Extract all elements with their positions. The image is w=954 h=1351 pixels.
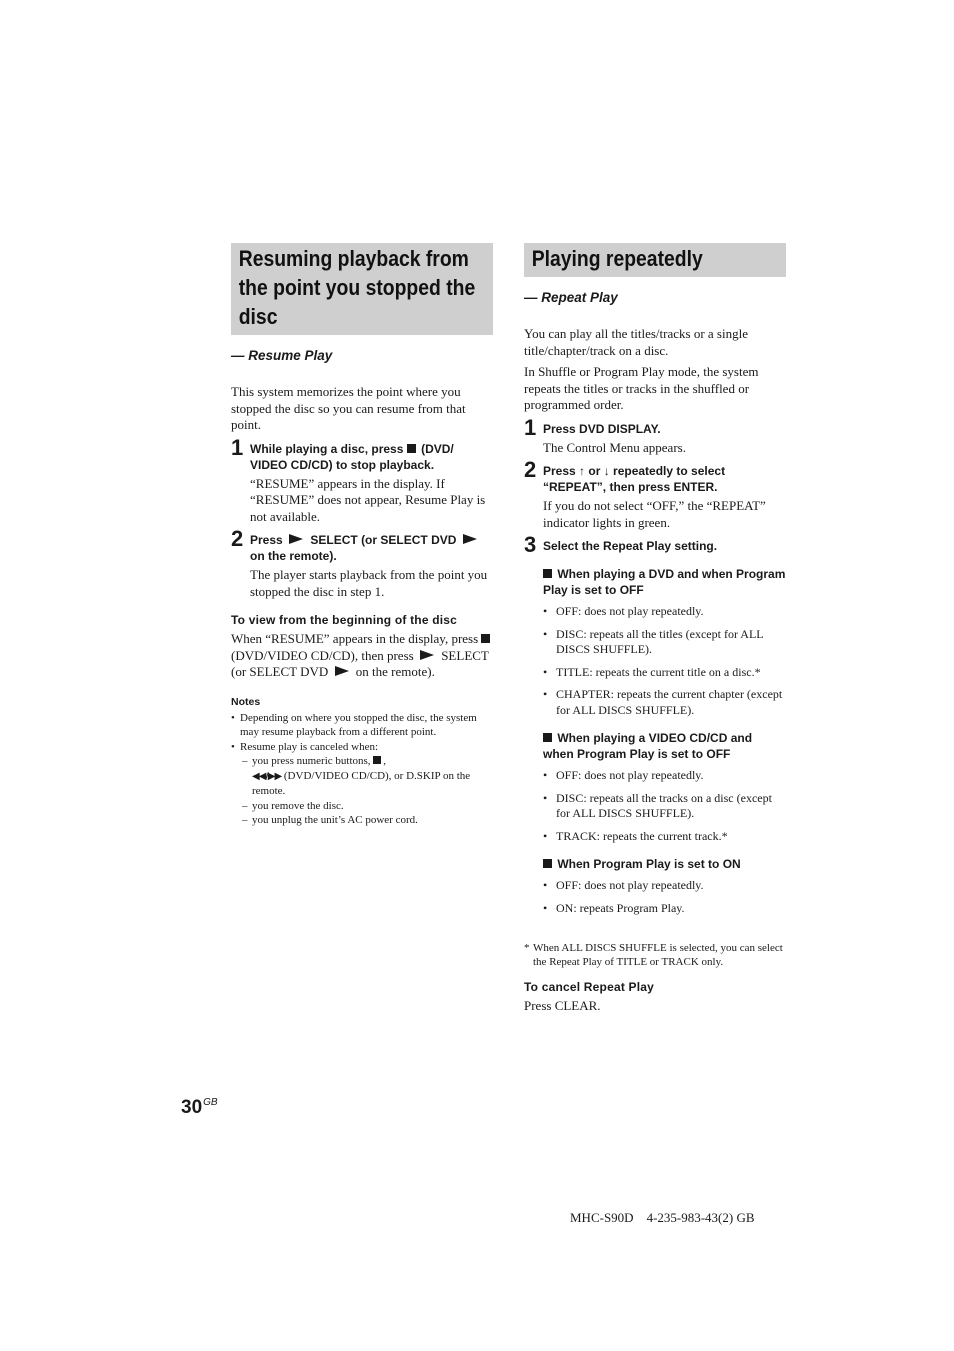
cancel-heading: To cancel Repeat Play bbox=[524, 980, 655, 994]
step-3 bbox=[524, 532, 786, 557]
option-item: • TITLE: repeats the current title on a disc.* bbox=[543, 665, 786, 681]
note-subitem: – you unplug the unit’s AC power cord. bbox=[242, 813, 493, 828]
stop-icon bbox=[373, 756, 381, 764]
step-number: 2 bbox=[524, 457, 537, 482]
section-heading: Playing repeatedly bbox=[524, 243, 786, 277]
section-heading-box bbox=[231, 243, 493, 335]
heading-line: disc bbox=[238, 304, 278, 329]
step-body: If you do not select “OFF,” the “REPEAT” indicator lights in green. bbox=[543, 498, 766, 530]
step-title: While playing a disc, press (DVD/ VIDEO CD/CD) to stop playback. bbox=[250, 441, 454, 472]
intro-paragraph: You can play all the titles/tracks or a single title/chapter/track on a disc. bbox=[524, 326, 748, 358]
intro-paragraph: This system memorizes the point where you stopped the disc so you can resume from that point. bbox=[231, 384, 466, 432]
page-number: $30^{GB}$ bbox=[181, 1097, 218, 1118]
section-heading-box bbox=[524, 243, 786, 277]
step-1 bbox=[231, 434, 493, 526]
note-item: • Resume play is canceled when: – you press numeric buttons, , ◀◀/▶▶ (DVD/VIDEO CD/CD), or D.SKIP on the remote. – you remove the disc. – you unplug the unit’s AC power cord. bbox=[231, 740, 493, 828]
footnote-marker: * bbox=[524, 942, 530, 954]
step-number: 3 bbox=[524, 532, 537, 557]
step-title: Press ↑ or ↓ repeatedly to select “REPEAT”, then press ENTER. bbox=[543, 464, 726, 494]
note-sublist bbox=[240, 754, 493, 828]
skip-icon: ◀◀/▶▶ bbox=[252, 770, 282, 782]
step-title: Press SELECT (or SELECT DVD on the remote). bbox=[250, 532, 493, 564]
shuffle-paragraph: In Shuffle or Program Play mode, the system repeats the titles or tracks in the shuffled or programmed order. bbox=[524, 364, 759, 412]
view-beginning-text: When “RESUME” appears in the display, press (DVD/VIDEO CD/CD), then press SELECT (or SELECT DVD on the remote). bbox=[231, 631, 489, 679]
square-bullet-icon bbox=[543, 733, 552, 742]
note-subitem: – you press numeric buttons, , ◀◀/▶▶ (DVD/VIDEO CD/CD), or D.SKIP on the remote. bbox=[242, 754, 493, 799]
mode-options-vcd bbox=[543, 768, 786, 844]
option-item: • OFF: does not play repeatedly. bbox=[543, 878, 786, 894]
mode-heading-program: When Program Play is set to ON bbox=[543, 856, 786, 872]
section-subtitle: — Resume Play bbox=[231, 348, 333, 363]
step-number: 2 bbox=[231, 526, 244, 551]
section-resume-play bbox=[231, 243, 493, 828]
option-item: • ON: repeats Program Play. bbox=[543, 901, 786, 917]
step-body: The Control Menu appears. bbox=[543, 439, 686, 455]
option-item: • DISC: repeats all the tracks on a disc (except for ALL DISCS SHUFFLE). bbox=[543, 791, 786, 822]
note-subitem: – you remove the disc. bbox=[242, 799, 493, 814]
mode-heading-dvd: When playing a DVD and when Program Play is set to OFF bbox=[543, 567, 786, 597]
option-item: • OFF: does not play repeatedly. bbox=[543, 768, 786, 784]
heading-line: Resuming playback from bbox=[238, 246, 469, 271]
heading-line: the point you stopped the bbox=[238, 275, 476, 300]
page-suffix: GB bbox=[203, 1097, 218, 1108]
step-2 bbox=[524, 457, 786, 531]
option-item: • TRACK: repeats the current track.* bbox=[543, 829, 786, 845]
section-repeat-play bbox=[524, 243, 786, 1015]
square-bullet-icon bbox=[543, 859, 552, 868]
step-title: Select the Repeat Play setting. bbox=[543, 539, 718, 553]
play-icon bbox=[463, 534, 477, 544]
section-heading bbox=[231, 243, 493, 335]
notes-title: Notes bbox=[231, 695, 261, 708]
step-2 bbox=[231, 526, 493, 600]
mode-options-dvd bbox=[543, 604, 786, 718]
stop-icon bbox=[481, 634, 490, 643]
play-icon bbox=[335, 666, 349, 676]
option-item: • DISC: repeats all the titles (except for ALL DISCS SHUFFLE). bbox=[543, 627, 786, 658]
view-beginning-heading: To view from the beginning of the disc bbox=[231, 613, 458, 627]
notes-list bbox=[231, 711, 493, 828]
step-body: “RESUME” appears in the display. If “RESUME” does not appear, Resume Play is not available. bbox=[250, 475, 486, 524]
play-icon bbox=[420, 650, 434, 660]
mode-options-program bbox=[543, 878, 786, 916]
cancel-text: Press CLEAR. bbox=[524, 998, 601, 1013]
play-icon bbox=[289, 534, 303, 544]
step-body: The player starts playback from the point you stopped the disc in step 1. bbox=[250, 567, 488, 599]
footnote: * When ALL DISCS SHUFFLE is selected, you can select the Repeat Play of TITLE or TRACK only. bbox=[524, 942, 783, 968]
step-title: Press DVD DISPLAY. bbox=[543, 421, 661, 436]
step-1 bbox=[524, 414, 786, 457]
option-item: • OFF: does not play repeatedly. bbox=[543, 604, 786, 620]
step-number: 1 bbox=[231, 434, 244, 460]
model-code: MHC-S90D 4-235-983-43(2) GB bbox=[570, 1210, 755, 1225]
mode-heading-vcd: When playing a VIDEO CD/CD and when Program Play is set to OFF bbox=[543, 731, 753, 761]
option-item: • CHAPTER: repeats the current chapter (except for ALL DISCS SHUFFLE). bbox=[543, 687, 786, 718]
stop-icon bbox=[407, 444, 416, 453]
note-item: • Depending on where you stopped the disc, the system may resume playback from a different point. bbox=[231, 711, 493, 740]
section-subtitle: — Repeat Play bbox=[524, 290, 618, 305]
step-number: 1 bbox=[524, 414, 537, 440]
square-bullet-icon bbox=[543, 569, 552, 578]
